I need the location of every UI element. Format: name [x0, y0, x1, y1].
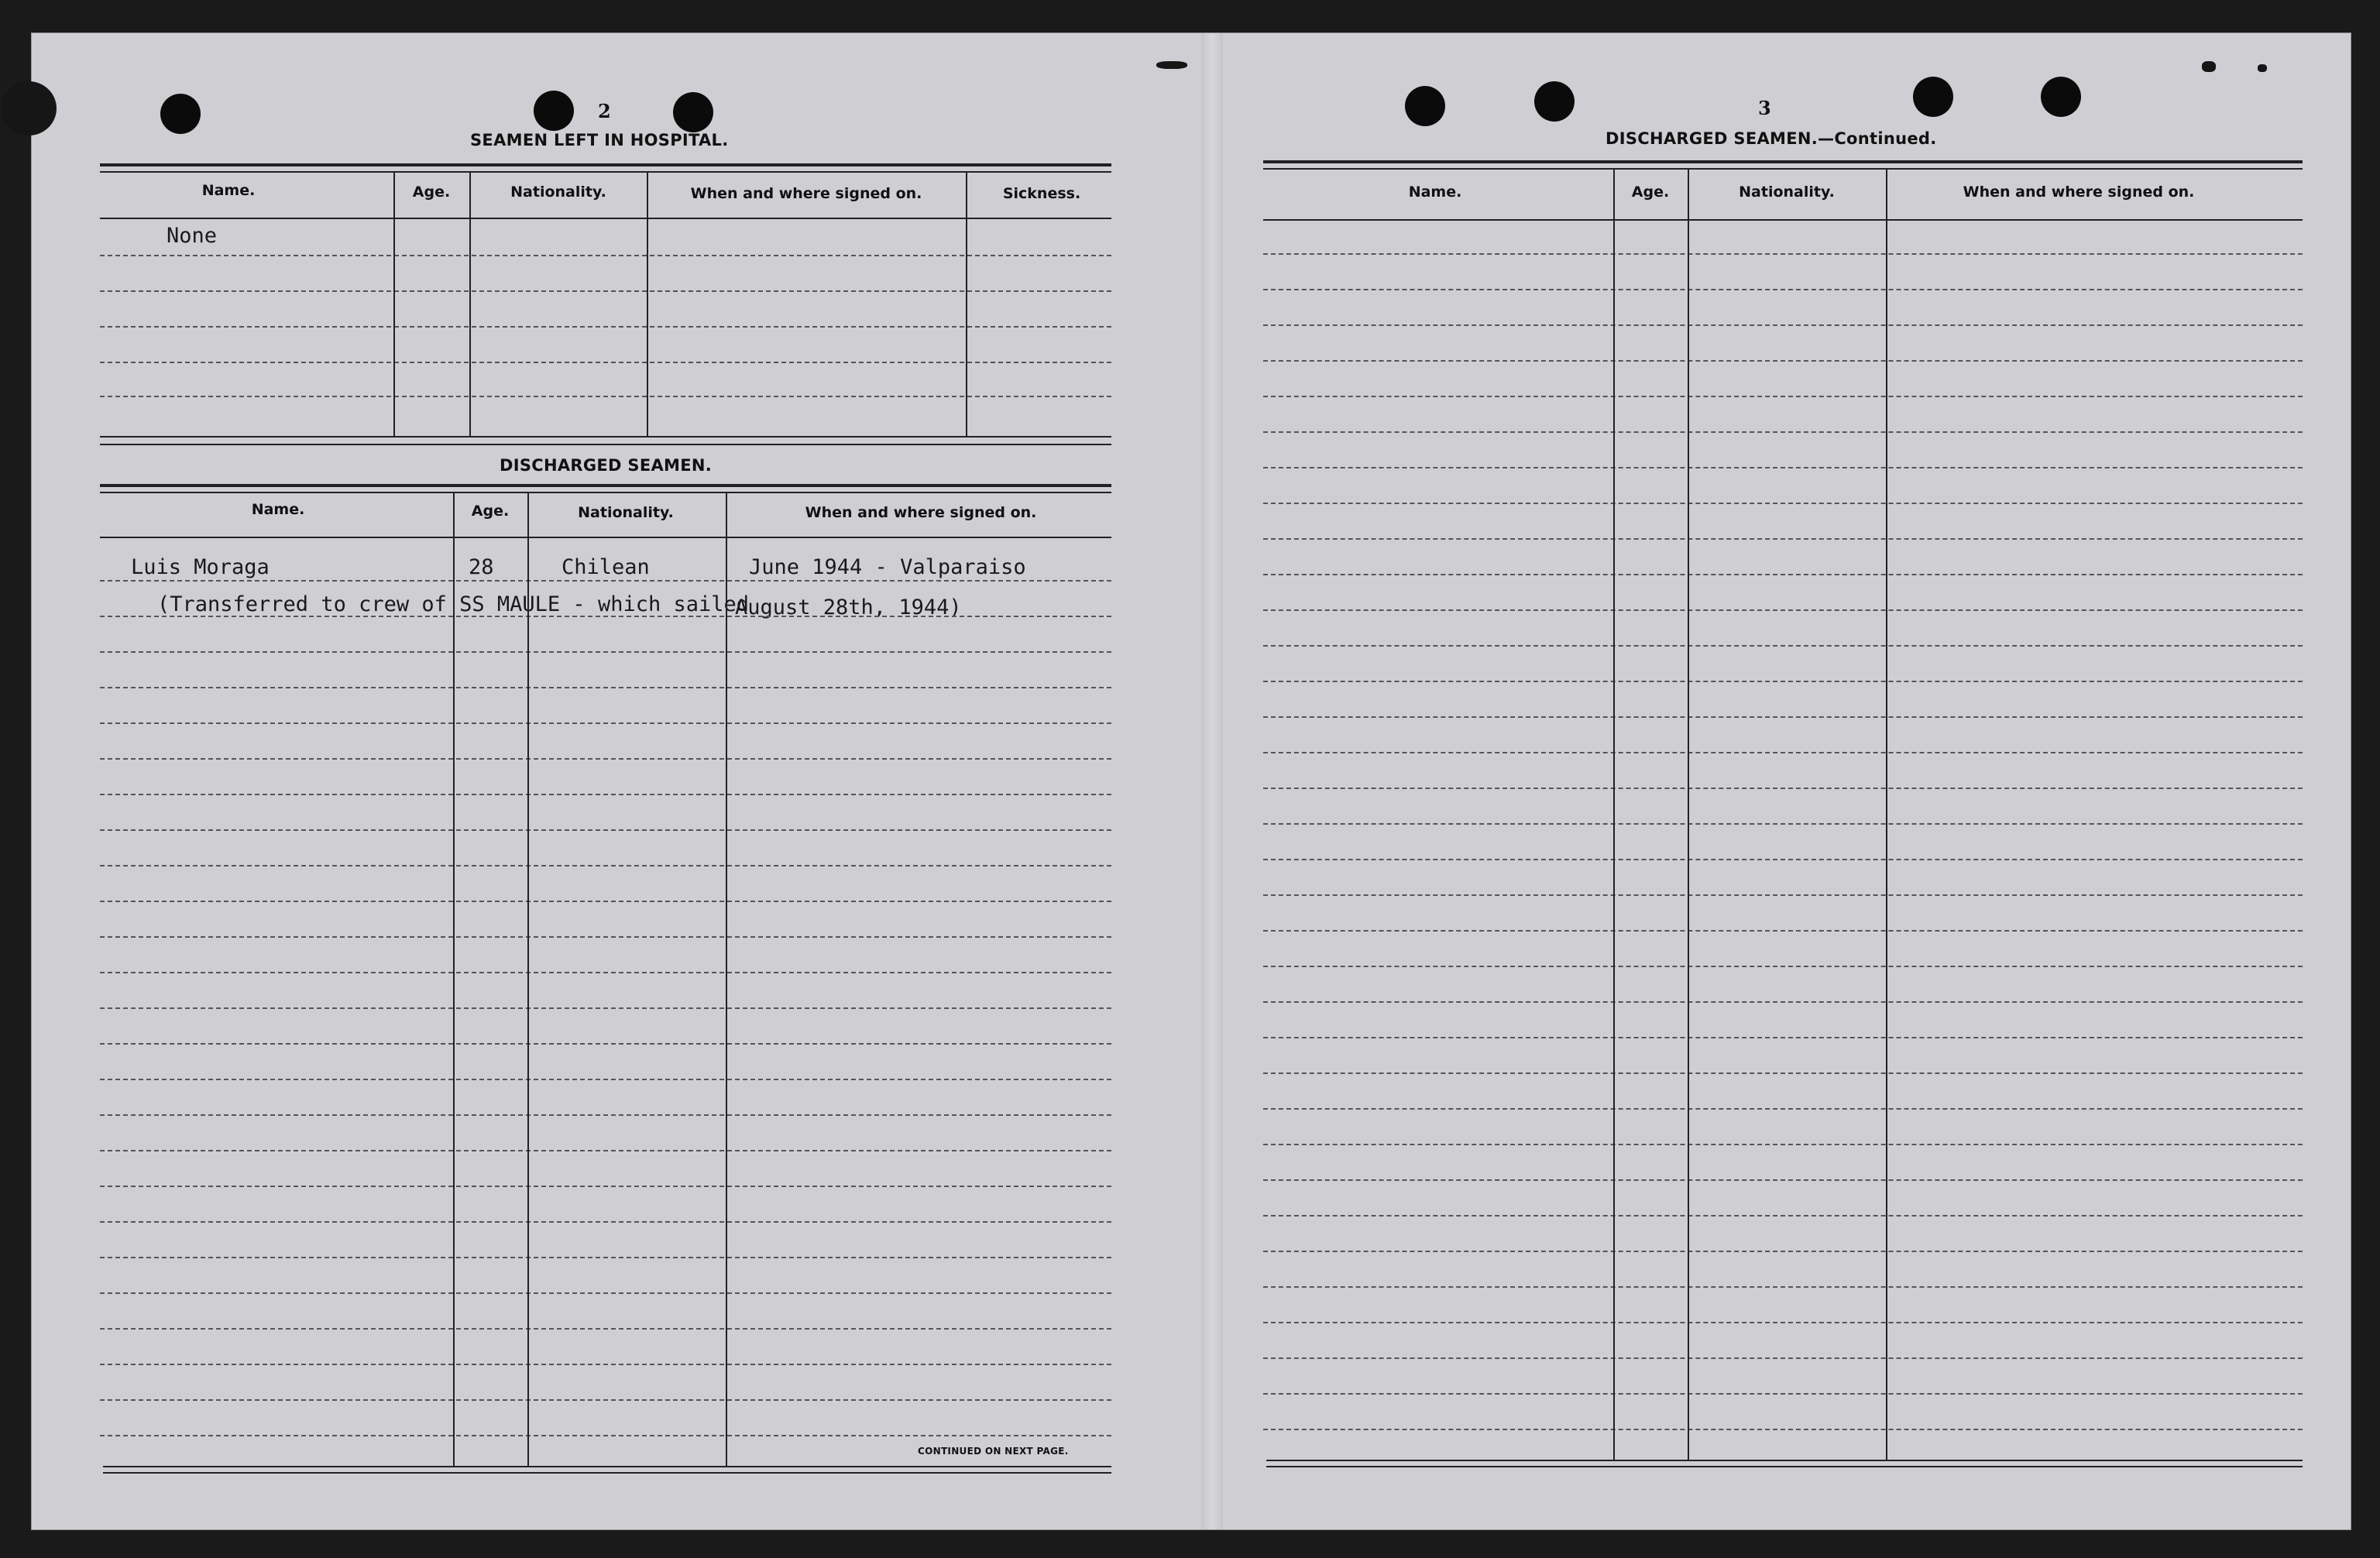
right-col-name: Name. — [1408, 184, 1462, 201]
seaman-signed-on: June 1944 - Valparaiso — [749, 555, 1026, 579]
punch-hole — [1534, 81, 1575, 122]
discharged-col-nationality: Nationality. — [578, 504, 674, 521]
edge-damage — [2258, 64, 2267, 72]
right-col-age: Age. — [1631, 184, 1670, 201]
hospital-col-age: Age. — [412, 184, 451, 201]
seaman-age: 28 — [469, 555, 494, 579]
edge-damage — [1156, 61, 1187, 69]
left-page-number: 2 — [598, 100, 611, 122]
right-col-signed-on: When and where signed on. — [1963, 184, 2195, 201]
punch-hole — [1405, 86, 1445, 126]
punch-hole — [673, 92, 713, 132]
discharged-table-bottom-rule — [103, 1466, 1111, 1467]
discharged-col-signed-on: When and where signed on. — [805, 504, 1037, 521]
edge-damage — [1, 81, 57, 136]
hospital-col-nationality: Nationality. — [510, 184, 606, 201]
hospital-header-rule — [100, 218, 1111, 219]
right-page-title: DISCHARGED SEAMEN.—Continued. — [1606, 129, 1937, 148]
discharged-header-rule — [100, 537, 1111, 538]
seaman-nationality: Chilean — [562, 555, 650, 579]
seaman-name: Luis Moraga — [131, 555, 270, 579]
discharged-table-top-rule — [100, 484, 1111, 487]
document-sheet — [31, 33, 2351, 1530]
discharged-col-age: Age. — [471, 503, 510, 520]
right-table-bottom-rule — [1266, 1460, 2303, 1461]
punch-hole — [1913, 77, 1953, 117]
right-col-nationality: Nationality. — [1739, 184, 1835, 201]
center-fold — [1201, 33, 1223, 1529]
transfer-note: (Transferred to crew of SS MAULE - which sailed — [157, 592, 750, 616]
edge-damage — [2202, 61, 2216, 72]
hospital-col-name: Name. — [201, 182, 256, 199]
right-header-rule — [1263, 219, 2303, 221]
discharged-section-title: DISCHARGED SEAMEN. — [500, 456, 713, 475]
hospital-table-top-rule — [100, 163, 1111, 166]
punch-hole — [534, 91, 574, 131]
punch-hole — [160, 94, 201, 134]
hospital-col-signed-on: When and where signed on. — [690, 185, 922, 202]
right-page-number: 3 — [1758, 97, 1771, 119]
punch-hole — [2041, 77, 2081, 117]
hospital-section-title: SEAMEN LEFT IN HOSPITAL. — [470, 131, 729, 149]
discharged-col-name: Name. — [251, 501, 305, 518]
hospital-entry-none: None — [167, 224, 218, 248]
continued-note: CONTINUED ON NEXT PAGE. — [918, 1446, 1069, 1457]
transfer-note-date: August 28th, 1944) — [735, 595, 962, 619]
hospital-col-sickness: Sickness. — [1002, 185, 1081, 202]
right-table-top-rule — [1263, 160, 2303, 163]
